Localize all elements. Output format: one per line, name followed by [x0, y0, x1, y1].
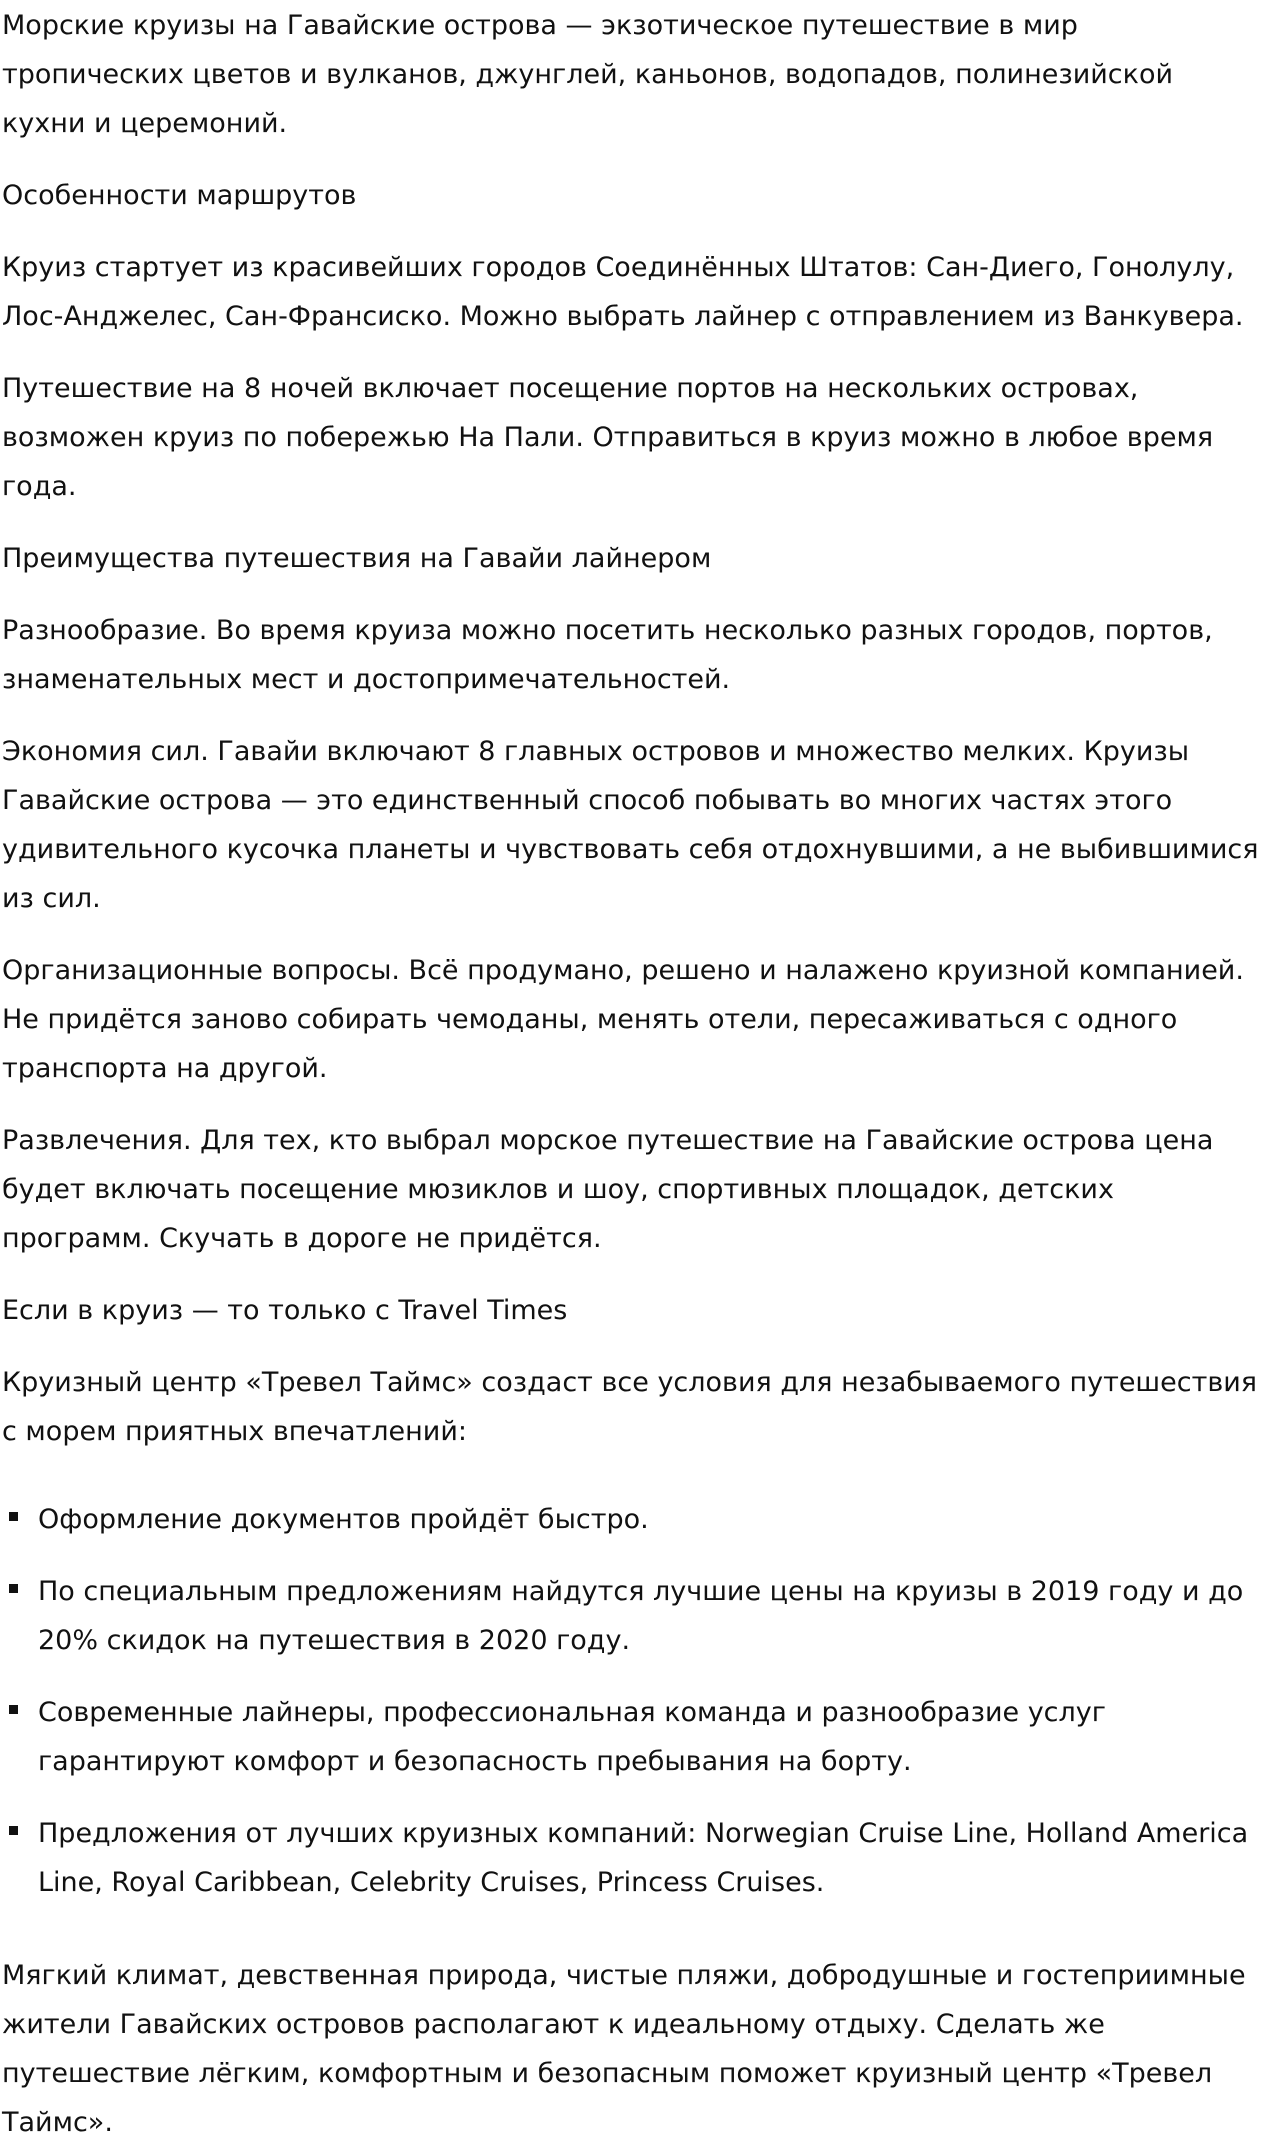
list-item-liners: Современные лайнеры, профессиональная команда и разнообразие услуг гарантируют комфорт и безопасность пребывания на борту. — [2, 1688, 1264, 1786]
paragraph-organization: Организационные вопросы. Всё продумано, решено и налажено круизной компанией. Не придётся заново собирать чемоданы, менять отели, пересаживаться с одного транспорта на другой. — [2, 955, 1244, 1084]
paragraph-route-duration: Путешествие на 8 ночей включает посещение портов на нескольких островах, возможен круиз по побережью На Пали. Отправиться в круиз можно в любое время года. — [2, 373, 1214, 502]
paragraph-energy-saving: Экономия сил. Гавайи включают 8 главных островов и множество мелких. Круизы Гавайские острова — это единственный способ побывать во многих частях этого удивительного кусочка планеты и чувствовать себя отдохнувшими, а не выбившимися из сил. — [2, 736, 1259, 914]
paragraph-closing: Мягкий климат, девственная природа, чистые пляжи, добродушные и гостеприимные жители Гавайских островов располагают к идеальному отдыху. Сделать же путешествие лёгким, комфортным и безопасным поможет круизный центр «Тревел Таймс». — [2, 1960, 1246, 2138]
list-item-prices: По специальным предложениям найдутся лучшие цены на круизы в 2019 году и до 20% скидок на путешествия в 2020 году. — [2, 1567, 1264, 1665]
paragraph-route-start: Круиз стартует из красивейших городов Соединённых Штатов: Сан-Диего, Гонолулу, Лос-Анджелес, Сан-Франсиско. Можно выбрать лайнер с отправлением из Ванкувера. — [2, 252, 1244, 332]
section-heading-benefits: Преимущества путешествия на Гавайи лайнером — [2, 543, 712, 574]
list-item-documents: Оформление документов пройдёт быстро. — [2, 1495, 1264, 1544]
paragraph-list-leadin: Круизный центр «Тревел Таймс» создаст все условия для незабываемого путешествия с морем приятных впечатлений: — [2, 1367, 1258, 1447]
section-heading-traveltimes: Если в круиз — то только с Travel Times — [2, 1295, 568, 1326]
paragraph-variety: Разнообразие. Во время круиза можно посетить несколько разных городов, портов, знаменательных мест и достопримечательностей. — [2, 615, 1213, 695]
section-heading-routes: Особенности маршрутов — [2, 180, 357, 211]
paragraph-entertainment: Развлечения. Для тех, кто выбрал морское путешествие на Гавайские острова цена будет включать посещение мюзиклов и шоу, спортивных площадок, детских программ. Скучать в дороге не придётся. — [2, 1125, 1214, 1254]
benefits-list — [2, 1495, 1264, 1907]
paragraph-intro: Морские круизы на Гавайские острова — экзотическое путешествие в мир тропических цветов и вулканов, джунглей, каньонов, водопадов, полинезийской кухни и церемоний. — [2, 10, 1174, 139]
list-item-companies: Предложения от лучших круизных компаний: Norwegian Cruise Line, Holland America Line, Royal Caribbean, Celebrity Cruises, Princess Cruises. — [2, 1809, 1264, 1907]
